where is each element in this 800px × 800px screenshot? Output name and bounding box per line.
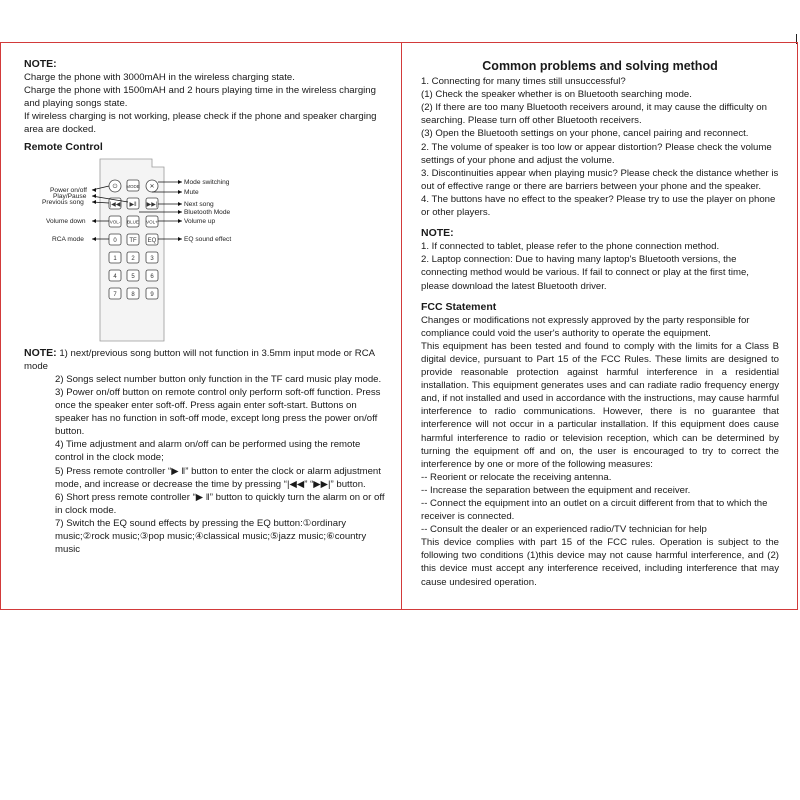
- tf-label: TF: [129, 237, 137, 244]
- num-label: 5: [131, 273, 135, 280]
- label-eq-sound: EQ sound effect: [184, 235, 232, 243]
- vol-down-label: VOL-: [109, 219, 121, 225]
- num-label: 1: [113, 255, 117, 262]
- label-mute: Mute: [184, 188, 199, 196]
- label-power: Power on/off: [50, 186, 87, 194]
- note2-item: 5) Press remote controller “▶ ‖” button to enter the clock or alarm adjustment mode, and increase or decrease the time by pressing “|◀◀” “▶▶|” button.: [55, 465, 381, 490]
- play-pause-icon: ▶‖: [129, 201, 137, 208]
- label-volume-down: Volume down: [46, 217, 86, 225]
- fcc-measure: -- Connect the equipment into an outlet on a circuit different from that to which the receiver is connected.: [421, 498, 768, 523]
- problem-line: (2) If there are too many Bluetooth receivers around, it may cause the difficulty on searching. Please turn off other Bluetooth receivers.: [421, 102, 767, 127]
- note-line: If wireless charging is not working, please check if the phone and speaker charging area are docked.: [24, 111, 377, 136]
- label-play-pause: Play/Pause: [53, 192, 87, 200]
- right-note-heading: NOTE:: [421, 227, 454, 240]
- left-arrowheads: [92, 188, 96, 241]
- note-heading: NOTE:: [24, 58, 57, 70]
- num-label: 3: [150, 255, 154, 262]
- note2-item: 7) Switch the EQ sound effects by pressing the EQ button:①ordinary music;②rock music;③pop music;④classical music;⑤jazz music;⑥country music: [55, 517, 367, 556]
- note2-item: 6) Short press remote controller “▶ ‖” button to quickly turn the alarm on or off in clock mode.: [55, 491, 385, 516]
- right-column: [421, 58, 779, 589]
- num-label: 6: [150, 273, 154, 280]
- problem-line: (3) Open the Bluetooth settings on your phone, cancel pairing and reconnect.: [421, 128, 749, 140]
- mode-button-label: MODE: [126, 183, 140, 189]
- note-line: Charge the phone with 1500mAH and 2 hours playing time in the wireless charging and playing songs state.: [24, 85, 376, 110]
- right-note-item: 2. Laptop connection: Due to having many laptop's Bluetooth versions, the connecting method would be various. If fail to connect or play at the first time, please download the latest Bluetooth driver.: [421, 254, 749, 292]
- fcc-intro: Changes or modifications not expressly approved by the party responsible for compliance could void the user's authority to operate the equipment.: [421, 314, 750, 339]
- problem-line: 3. Discontinuities appear when playing music? Please check the distance whether is out of effective range or there are barriers between your phone and the speaker.: [421, 167, 779, 192]
- note2-item: 3) Power on/off button on remote control only perform soft-off function. Press once the speaker enter soft-off. Press again enter soft-start. Buttons on speaker has no function in soft-off mode, except long press the power on/off button.: [55, 386, 381, 438]
- column-divider: [401, 42, 402, 610]
- note2-heading: NOTE:: [24, 346, 57, 359]
- remote-control-heading: Remote Control: [24, 140, 103, 153]
- num-label: 4: [113, 273, 117, 280]
- note2-item: 2) Songs select number button only function in the TF card music play mode.: [55, 373, 382, 385]
- note-line: Charge the phone with 3000mAH in the wireless charging state.: [24, 72, 295, 84]
- problem-line: (1) Check the speaker whether is on Bluetooth searching mode.: [421, 89, 692, 101]
- right-note-item: 1. If connected to tablet, please refer to the phone connection method.: [421, 241, 720, 253]
- fcc-measure: -- Reorient or relocate the receiving antenna.: [421, 471, 612, 483]
- label-mode-switching: Mode switching: [184, 178, 230, 186]
- problem-line: 2. The volume of speaker is too low or appear distortion? Please check the volume settings of your phone and adjust the volume.: [421, 141, 772, 166]
- fcc-measure: -- Increase the separation between the equipment and receiver.: [421, 484, 691, 496]
- left-column: [24, 58, 386, 556]
- remote-control-diagram: [24, 157, 386, 347]
- remote-buttons: [109, 180, 158, 299]
- problem-line: 4. The buttons have no effect to the speaker? Please try to use the player on phone or other players.: [421, 193, 776, 219]
- vol-up-label: VOL+: [146, 219, 158, 225]
- right-arrowheads: [178, 180, 182, 241]
- label-rca-mode: RCA mode: [52, 235, 84, 243]
- previous-icon: |◀◀: [109, 201, 121, 208]
- fcc-heading: FCC Statement: [421, 300, 497, 313]
- label-previous: Previous song: [42, 198, 84, 206]
- note2-first: [24, 347, 386, 373]
- label-bluetooth-mode: Bluetooth Mode: [184, 208, 231, 216]
- eq-label: EQ: [147, 237, 157, 244]
- next-icon: ▶▶|: [146, 201, 158, 208]
- num-label: 9: [150, 291, 154, 298]
- fcc-measure: -- Consult the dealer or an experienced radio/TV technician for help: [421, 524, 707, 536]
- num-label: 8: [131, 291, 135, 298]
- problem-line: 1. Connecting for many times still unsuccessful?: [421, 76, 626, 88]
- fcc-part15: This device complies with part 15 of the FCC rules. Operation is subject to the following two conditions (1)this device may not cause harmful interference, and (2) this device must accept any interference received, including interference that may cause undesired operation.: [421, 537, 779, 588]
- fcc-body: This equipment has been tested and found to comply with the limits for a Class B digital device, pursuant to Part 15 of the FCC Rules. These limits are designed to provide reasonable protection against harmful interference in a residential installation. This equipment generates uses and can radiate radio frequency energy and, if not installed and used in accordance with the instructions, may cause harmful interference to radio communications. However, there is no guarantee that interference will not occur in a particular installation. If this equipment does cause harmful interference to radio or television reception, which can be determined by turning the equipment off and on, the user is encouraged to try to correct the interference by one or more of the following measures:: [421, 340, 779, 470]
- remote-diagram-svg: [24, 157, 386, 347]
- zero-label: 0: [113, 237, 117, 244]
- note2-item: 4) Time adjustment and alarm on/off can be performed using the remote control in the clock mode;: [55, 439, 361, 464]
- num-label: 2: [131, 255, 135, 262]
- problems-title: Common problems and solving method: [482, 59, 718, 73]
- power-icon: ⏻: [112, 183, 118, 190]
- label-next-song: Next song: [184, 200, 214, 208]
- note2-first-text: 1) next/previous song button will not function in 3.5mm input mode or RCA mode: [24, 347, 375, 372]
- mute-icon: ✕: [149, 183, 155, 190]
- label-volume-up: Volume up: [184, 217, 216, 225]
- num-label: 7: [113, 291, 117, 298]
- bluetooth-label: BLUE: [127, 219, 139, 225]
